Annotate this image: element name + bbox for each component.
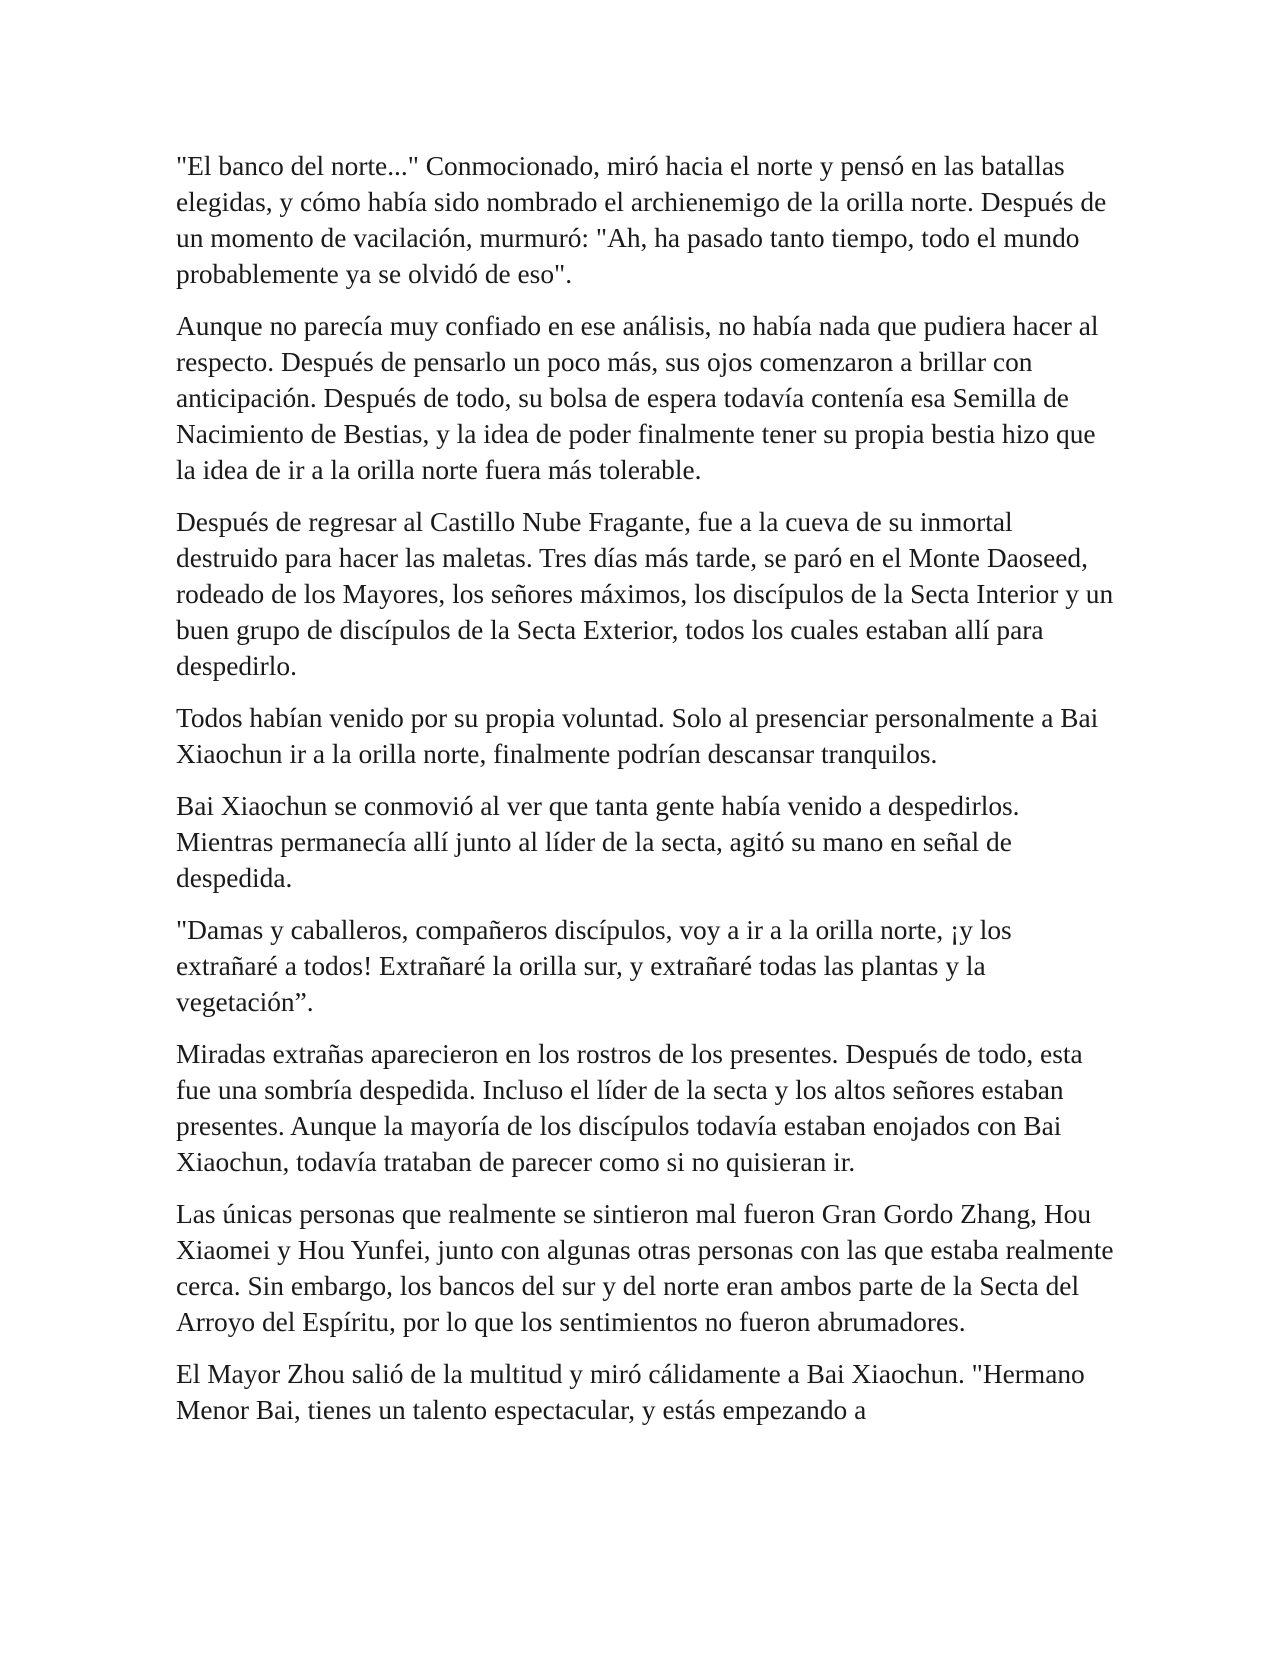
document-body (176, 148, 1116, 1444)
paragraph-3: Después de regresar al Castillo Nube Fragante, fue a la cueva de su inmortal destruido para hacer las maletas. Tres días más tarde, se paró en el Monte Daoseed, rodeado de los Mayores, los señores máximos, los discípulos de la Secta Interior y un buen grupo de discípulos de la Secta Exterior, todos los cuales estaban allí para despedirlo. (176, 507, 1114, 681)
paragraph-9: El Mayor Zhou salió de la multitud y miró cálidamente a Bai Xiaochun. "Hermano Menor Bai, tienes un talento espectacular, y estás empezando a (176, 1359, 1085, 1425)
paragraph-8: Las únicas personas que realmente se sintieron mal fueron Gran Gordo Zhang, Hou Xiaomei y Hou Yunfei, junto con algunas otras personas con las que estaba realmente cerca. Sin embargo, los bancos del sur y del norte eran ambos parte de la Secta del Arroyo del Espíritu, por lo que los sentimientos no fueron abrumadores. (176, 1199, 1114, 1337)
paragraph-7: Miradas extrañas aparecieron en los rostros de los presentes. Después de todo, esta fue una sombría despedida. Incluso el líder de la secta y los altos señores estaban presentes. Aunque la mayoría de los discípulos todavía estaban enojados con Bai Xiaochun, todavía trataban de parecer como si no quisieran ir. (176, 1039, 1083, 1177)
paragraph-1: "El banco del norte..." Conmocionado, miró hacia el norte y pensó en las batallas elegidas, y cómo había sido nombrado el archienemigo de la orilla norte. Después de un momento de vacilación, murmuró: "Ah, ha pasado tanto tiempo, todo el mundo probablemente ya se olvidó de eso". (176, 151, 1107, 289)
paragraph-4: Todos habían venido por su propia voluntad. Solo al presenciar personalmente a Bai Xiaochun ir a la orilla norte, finalmente podrían descansar tranquilos. (176, 703, 1099, 769)
paragraph-5: Bai Xiaochun se conmovió al ver que tanta gente había venido a despedirlos. Mientras permanecía allí junto al líder de la secta, agitó su mano en señal de despedida. (176, 791, 1020, 893)
paragraph-2: Aunque no parecía muy confiado en ese análisis, no había nada que pudiera hacer al respecto. Después de pensarlo un poco más, sus ojos comenzaron a brillar con anticipación. Después de todo, su bolsa de espera todavía contenía esa Semilla de Nacimiento de Bestias, y la idea de poder finalmente tener su propia bestia hizo que la idea de ir a la orilla norte fuera más tolerable. (176, 311, 1099, 485)
paragraph-6: "Damas y caballeros, compañeros discípulos, voy a ir a la orilla norte, ¡y los extrañaré a todos! Extrañaré la orilla sur, y extrañaré todas las plantas y la vegetación”. (176, 915, 1012, 1017)
